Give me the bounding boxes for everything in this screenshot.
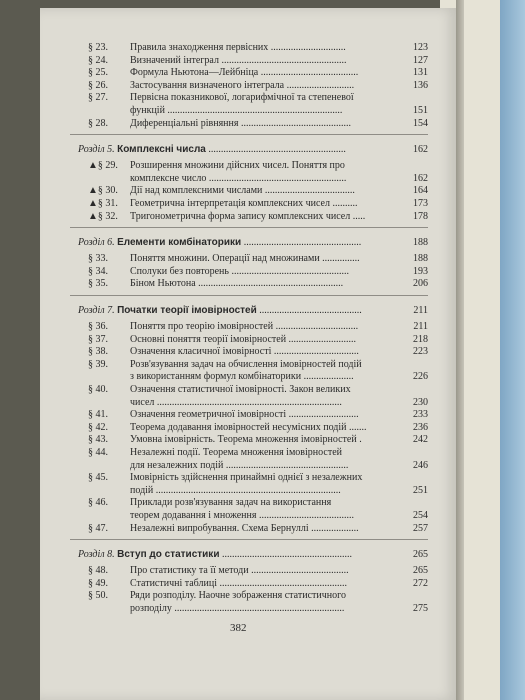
chapter-dots: ....................................................... (205, 144, 346, 156)
section-number: § 24. (88, 54, 108, 66)
section-number: § 41. (88, 409, 108, 421)
section-page: 154 (413, 117, 428, 129)
section-page: 193 (413, 265, 428, 277)
section-page: 272 (413, 577, 428, 589)
section-page: 251 (413, 484, 428, 496)
section-title: Незалежні події. Теорема множення імовірностей (130, 447, 342, 458)
section-title: Поняття множини. Операції над множинами ............... (130, 253, 360, 265)
section-title: Розв'язування задач на обчислення імовірностей подій (130, 358, 362, 370)
chapter-title: Вступ до статистики (117, 549, 220, 561)
chapter-label: Розділ 5. (78, 144, 118, 156)
section-number: § 28. (88, 117, 108, 129)
section-title: Поняття про теорію імовірностей ................................. (130, 321, 359, 332)
section-number: § 44. (88, 447, 108, 458)
divider (70, 134, 428, 135)
section-title: Означення статистичної імовірності. Закон великих (130, 384, 351, 395)
section-page: 178 (413, 210, 428, 222)
section-title: для незалежних подій ................................................. (130, 459, 349, 471)
section-title: Правила знаходження первісних .............................. (130, 42, 346, 53)
section-page: 162 (413, 172, 428, 184)
section-title: Геометрична інтерпретація комплексних чисел .......... (130, 198, 358, 209)
section-title: Розширення множини дійсних чисел. Поняття про (130, 160, 345, 172)
section-title: Приклади розв'язування задач на використання (130, 497, 332, 509)
section-page: 206 (413, 278, 428, 290)
section-page: 211 (413, 321, 428, 332)
section-title: функцій ...................................................................... (130, 105, 343, 116)
section-page: 131 (413, 67, 428, 79)
section-title: теорем додавання і множення ...................................... (130, 510, 354, 521)
section-page: 188 (413, 253, 428, 265)
chapter-page: 188 (413, 237, 428, 249)
section-title: Статистичні таблиці ................................................... (130, 577, 347, 589)
section-number: § 23. (88, 42, 108, 53)
section-number: § 33. (88, 253, 108, 265)
section-page: 242 (413, 434, 428, 446)
chapter-heading (78, 305, 428, 317)
section-title: Тригонометрична форма запису комплексних чисел ..... (130, 210, 366, 222)
section-page: 151 (413, 105, 428, 116)
chapter-page: 211 (413, 305, 428, 316)
section-title: Диференціальні рівняння ............................................ (130, 117, 351, 129)
section-title: Означення класичної імовірності .................................. (130, 346, 359, 358)
chapter-heading (78, 144, 428, 156)
section-title: Дії над комплексними числами .................................... (130, 185, 355, 197)
book-cover-edge (500, 0, 525, 700)
section-number: § 45. (88, 472, 108, 484)
section-title: Ряди розподілу. Наочне зображення статистичного (130, 590, 346, 602)
section-title: комплексне число ....................................................... (130, 172, 347, 184)
section-page: 265 (413, 565, 428, 577)
section-page: 254 (413, 510, 428, 521)
section-page: 173 (413, 198, 428, 209)
chapter-title: Початки теорії імовірностей (117, 305, 257, 316)
section-title: Застосування визначеного інтеграла ........................... (130, 79, 355, 91)
section-title: Сполуки без повторень ............................................... (130, 265, 349, 277)
table-of-contents (78, 8, 428, 700)
section-number: § 40. (88, 384, 108, 395)
section-title: Первісна показникової, логарифмічної та степеневої (130, 92, 354, 104)
section-number: ▲§ 32. (88, 210, 118, 222)
section-number: § 48. (88, 565, 108, 577)
section-number: § 26. (88, 79, 108, 91)
section-page: 230 (413, 396, 428, 408)
section-number: ▲§ 30. (88, 185, 118, 197)
section-page: 164 (413, 185, 428, 197)
section-title: Незалежні випробування. Схема Бернуллі ................... (130, 522, 359, 534)
section-number: § 50. (88, 590, 108, 602)
section-page: 246 (413, 459, 428, 471)
section-number: § 27. (88, 92, 108, 104)
divider (70, 539, 428, 540)
section-title: Про статистику та її методи ....................................... (130, 565, 349, 577)
section-number: § 49. (88, 577, 108, 589)
chapter-title: Елементи комбінаторики (117, 237, 242, 249)
section-title: Теорема додавання імовірностей несумісних подій ....... (130, 421, 367, 433)
section-title: чисел .......................................................................... (130, 396, 342, 408)
section-page: 127 (413, 54, 428, 66)
divider (70, 295, 428, 296)
section-title: розподілу .................................................................... (130, 603, 345, 614)
chapter-dots: ......................................... (256, 305, 362, 316)
section-number: § 39. (88, 358, 108, 370)
chapter-label: Розділ 6. (78, 237, 118, 249)
divider (70, 227, 428, 228)
chapter-dots: ............................................... (241, 237, 362, 249)
chapter-heading (78, 549, 428, 561)
section-title: Основні поняття теорії імовірностей ........................... (130, 333, 357, 345)
chapter-label: Розділ 8. (78, 549, 118, 561)
section-title: з використанням формул комбінаторики .................... (130, 371, 354, 383)
section-page: 218 (413, 333, 428, 345)
section-title: Умовна імовірність. Теорема множення імовірностей . (130, 434, 362, 446)
section-title: Формула Ньютона—Лейбніца ....................................... (130, 67, 359, 79)
section-title: подій .......................................................................... (130, 484, 341, 496)
section-number: § 35. (88, 278, 108, 290)
section-page: 233 (413, 409, 428, 421)
section-number: § 36. (88, 321, 108, 332)
book-page (40, 8, 458, 700)
section-page: 257 (413, 522, 428, 534)
section-number: § 42. (88, 421, 108, 433)
section-title: Біном Ньютона .......................................................... (130, 278, 344, 290)
section-number: § 25. (88, 67, 108, 79)
book-gutter (456, 0, 464, 700)
section-number: § 38. (88, 346, 108, 358)
section-page: 236 (413, 421, 428, 433)
section-number: § 47. (88, 522, 108, 534)
section-number: § 37. (88, 333, 108, 345)
chapter-heading (78, 237, 428, 249)
section-page: 123 (413, 42, 428, 53)
chapter-label: Розділ 7. (78, 305, 118, 316)
section-number: ▲§ 31. (88, 198, 118, 209)
section-number: § 43. (88, 434, 108, 446)
section-number: § 46. (88, 497, 108, 509)
section-page: 136 (413, 79, 428, 91)
chapter-dots: .................................................... (219, 549, 352, 561)
page-number: 382 (230, 622, 247, 634)
section-number: ▲§ 29. (88, 160, 118, 172)
section-number: § 34. (88, 265, 108, 277)
chapter-page: 162 (413, 144, 428, 156)
section-title: Імовірність здійснення принаймні однієї з незалежних (130, 472, 363, 484)
section-title: Означення геометричної імовірності ............................ (130, 409, 359, 421)
section-page: 275 (413, 603, 428, 614)
section-page: 226 (413, 371, 428, 383)
section-page: 223 (413, 346, 428, 358)
chapter-page: 265 (413, 549, 428, 561)
chapter-title: Комплексні числа (117, 144, 206, 156)
section-title: Визначений інтеграл .................................................. (130, 54, 347, 66)
